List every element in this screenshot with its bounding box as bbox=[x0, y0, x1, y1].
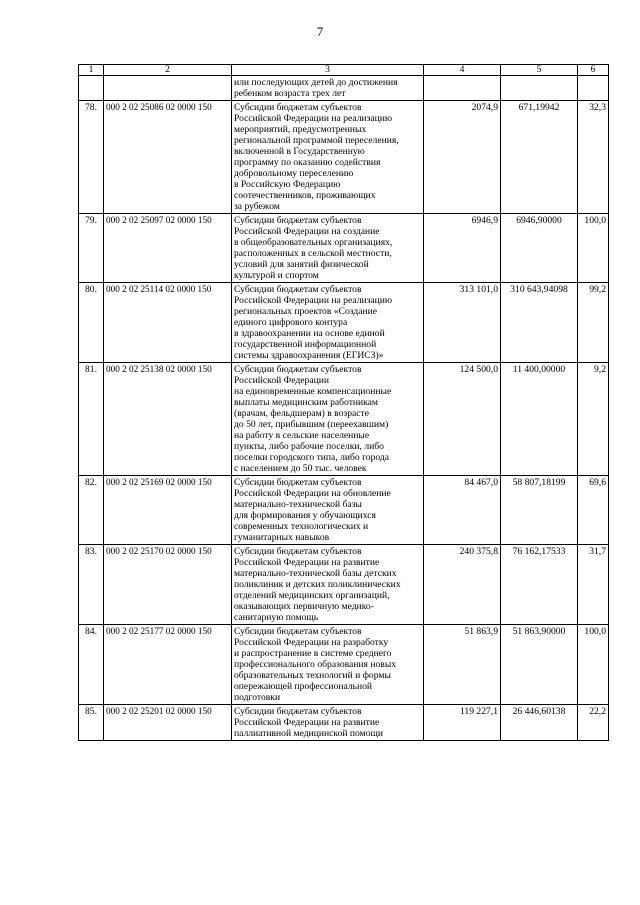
table-row bbox=[79, 545, 609, 625]
row-actual: 26 446,60138 bbox=[501, 705, 578, 741]
table-row bbox=[79, 625, 609, 705]
row-plan: 84 467,0 bbox=[424, 476, 501, 545]
row-plan: 2074,9 bbox=[424, 101, 501, 214]
row-percent: 32,3 bbox=[578, 101, 609, 214]
row-code: 000 2 02 25177 02 0000 150 bbox=[104, 625, 232, 705]
column-header: 3 bbox=[232, 65, 424, 76]
row-actual: 58 807,18199 bbox=[501, 476, 578, 545]
row-description: или последующих детей до достижения ребенком возраста трех лет bbox=[232, 76, 424, 101]
column-header: 5 bbox=[501, 65, 578, 76]
row-code: 000 2 02 25138 02 0000 150 bbox=[104, 363, 232, 476]
table-row bbox=[79, 363, 609, 476]
column-header: 6 bbox=[578, 65, 609, 76]
row-percent: 22,2 bbox=[578, 705, 609, 741]
row-description: Субсидии бюджетам субъектов Российской Федерации на единовременные компенсационные выплаты медицинским работникам (врачам, фельдшерам) в возрасте до 50 лет, прибывшим (переехавшим) на работу в сельские населенные пункты, либо рабочие поселки, либо поселки городского типа, либо города с населением до 50 тыс. человек bbox=[232, 363, 424, 476]
row-percent: 99,2 bbox=[578, 283, 609, 363]
table-row bbox=[79, 705, 609, 741]
column-header: 4 bbox=[424, 65, 501, 76]
row-number: 82. bbox=[79, 476, 104, 545]
row-percent: 100,0 bbox=[578, 214, 609, 283]
row-percent: 31,7 bbox=[578, 545, 609, 625]
row-description: Субсидии бюджетам субъектов Российской Федерации на обновление материально-технической базы для формирования у обучающихся современных технологических и гуманитарных навыков bbox=[232, 476, 424, 545]
row-actual: 6946,90000 bbox=[501, 214, 578, 283]
row-number: 79. bbox=[79, 214, 104, 283]
row-actual: 51 863,90000 bbox=[501, 625, 578, 705]
row-number: 84. bbox=[79, 625, 104, 705]
row-actual: 671,19942 bbox=[501, 101, 578, 214]
row-actual: 310 643,94098 bbox=[501, 283, 578, 363]
row-code: 000 2 02 25097 02 0000 150 bbox=[104, 214, 232, 283]
row-plan: 51 863,9 bbox=[424, 625, 501, 705]
row-code: 000 2 02 25201 02 0000 150 bbox=[104, 705, 232, 741]
row-code: 000 2 02 25169 02 0000 150 bbox=[104, 476, 232, 545]
row-number: 81. bbox=[79, 363, 104, 476]
row-code: 000 2 02 25114 02 0000 150 bbox=[104, 283, 232, 363]
row-number: 85. bbox=[79, 705, 104, 741]
table-row bbox=[79, 214, 609, 283]
row-percent: 9,2 bbox=[578, 363, 609, 476]
budget-table bbox=[78, 64, 609, 741]
header-row bbox=[79, 65, 609, 76]
row-code: 000 2 02 25086 02 0000 150 bbox=[104, 101, 232, 214]
table-row bbox=[79, 283, 609, 363]
column-header: 1 bbox=[79, 65, 104, 76]
row-plan: 124 500,0 bbox=[424, 363, 501, 476]
row-description: Субсидии бюджетам субъектов Российской Федерации на реализацию региональных проектов «Создание единого цифрового контура в здравоохранении на основе единой государственной информационной системы здравоохранения (ЕГИСЗ)» bbox=[232, 283, 424, 363]
row-percent: 100,0 bbox=[578, 625, 609, 705]
table-row bbox=[79, 101, 609, 214]
row-description: Субсидии бюджетам субъектов Российской Федерации на развитие паллиативной медицинской помощи bbox=[232, 705, 424, 741]
row-plan: 313 101,0 bbox=[424, 283, 501, 363]
row-description: Субсидии бюджетам субъектов Российской Федерации на разработку и распространение в системе среднего профессионального образования новых образовательных технологий и формы опережающей профессиональной подготовки bbox=[232, 625, 424, 705]
row-number: 80. bbox=[79, 283, 104, 363]
row-number: 78. bbox=[79, 101, 104, 214]
continuation-row bbox=[79, 76, 609, 101]
row-description: Субсидии бюджетам субъектов Российской Федерации на развитие материально-технической базы детских поликлиник и детских поликлинических отделений медицинских организаций, оказывающих первичную медико- санитарную помощь bbox=[232, 545, 424, 625]
row-actual: 11 400,00000 bbox=[501, 363, 578, 476]
row-description: Субсидии бюджетам субъектов Российской Федерации на реализацию мероприятий, предусмотренных региональной программой переселения, включенной в Государственную программу по оказанию содействия добровольному переселению в Российскую Федерацию соотечественников, проживающих за рубежом bbox=[232, 101, 424, 214]
row-code: 000 2 02 25170 02 0000 150 bbox=[104, 545, 232, 625]
row-actual: 76 162,17533 bbox=[501, 545, 578, 625]
row-percent: 69,6 bbox=[578, 476, 609, 545]
page-number: 7 bbox=[316, 24, 324, 39]
row-plan: 240 375,8 bbox=[424, 545, 501, 625]
row-plan: 119 227,1 bbox=[424, 705, 501, 741]
column-header: 2 bbox=[104, 65, 232, 76]
row-description: Субсидии бюджетам субъектов Российской Федерации на создание в общеобразовательных организациях, расположенных в сельской местности, условий для занятий физической культурой и спортом bbox=[232, 214, 424, 283]
table-row bbox=[79, 476, 609, 545]
row-plan: 6946,9 bbox=[424, 214, 501, 283]
row-number: 83. bbox=[79, 545, 104, 625]
